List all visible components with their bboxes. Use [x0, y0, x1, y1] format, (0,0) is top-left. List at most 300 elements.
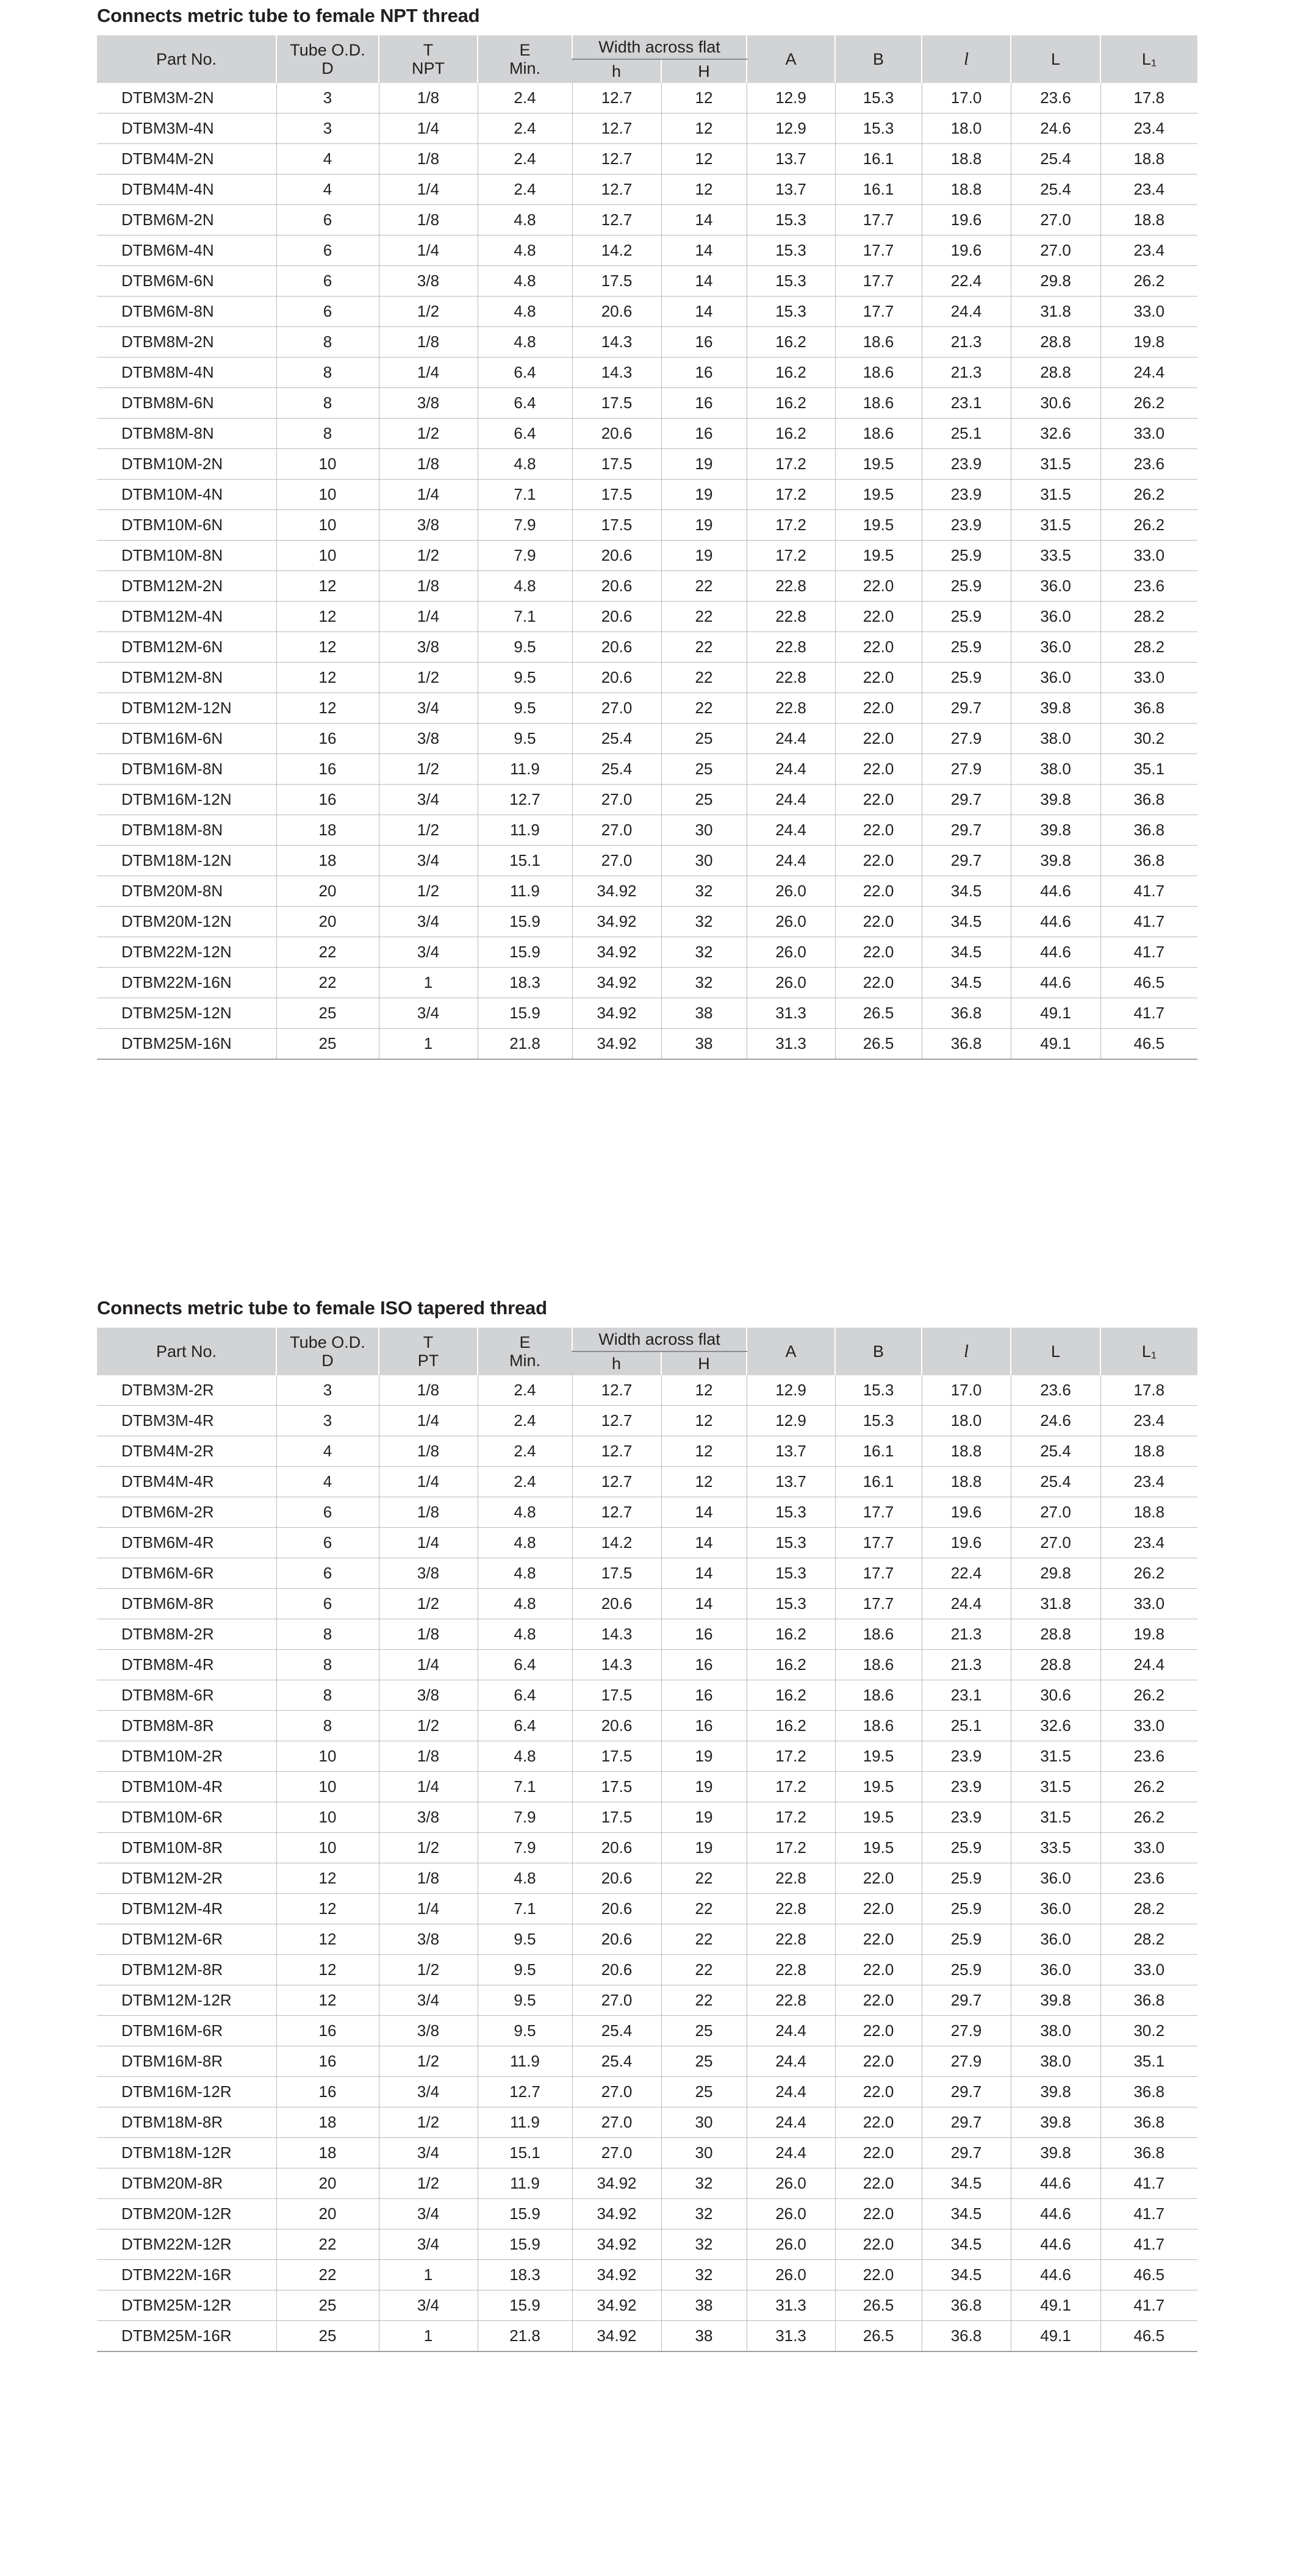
cell-b: 22.0	[835, 2016, 922, 2046]
cell-part-no: DTBM12M-2N	[97, 571, 276, 602]
cell-h-small: 20.6	[572, 571, 661, 602]
cell-l-big: 44.6	[1011, 2199, 1100, 2229]
cell-b: 22.0	[835, 1955, 922, 1985]
table-row	[97, 2290, 1197, 2321]
cell-part-no: DTBM10M-6R	[97, 1802, 276, 1833]
cell-l-big: 28.8	[1011, 1619, 1100, 1650]
cell-part-no: DTBM18M-12N	[97, 846, 276, 876]
cell-a: 31.3	[747, 998, 835, 1029]
cell-l-small: 34.5	[922, 2168, 1011, 2199]
cell-part-no: DTBM22M-16R	[97, 2260, 276, 2290]
table-row	[97, 1772, 1197, 1802]
cell-l-big: 24.6	[1011, 1406, 1100, 1436]
cell-l-big: 36.0	[1011, 1863, 1100, 1894]
cell-a: 22.8	[747, 1985, 835, 2016]
cell-l-big: 28.8	[1011, 358, 1100, 388]
cell-b: 16.1	[835, 1467, 922, 1497]
cell-b: 26.5	[835, 2321, 922, 2352]
table-title: Connects metric tube to female ISO tapered thread	[97, 1297, 547, 1319]
cell-e-min: 7.1	[478, 1894, 572, 1924]
cell-l1: 36.8	[1100, 846, 1197, 876]
cell-a: 12.9	[747, 83, 835, 113]
cell-h-big: 38	[661, 2290, 747, 2321]
cell-l-small: 34.5	[922, 968, 1011, 998]
cell-a: 24.4	[747, 754, 835, 785]
cell-l-big: 39.8	[1011, 846, 1100, 876]
cell-a: 31.3	[747, 2321, 835, 2352]
cell-tube-od: 22	[276, 2260, 379, 2290]
cell-h-big: 25	[661, 724, 747, 754]
cell-b: 22.0	[835, 1985, 922, 2016]
cell-a: 26.0	[747, 2229, 835, 2260]
cell-thread: 1/2	[379, 1955, 478, 1985]
cell-b: 18.6	[835, 1680, 922, 1711]
cell-l1: 23.6	[1100, 449, 1197, 480]
cell-b: 19.5	[835, 1741, 922, 1772]
cell-e-min: 7.1	[478, 1772, 572, 1802]
cell-l1: 28.2	[1100, 602, 1197, 632]
cell-b: 19.5	[835, 480, 922, 510]
cell-h-small: 17.5	[572, 388, 661, 419]
header-l1: L₁	[1100, 1328, 1197, 1375]
table-row	[97, 1558, 1197, 1589]
table-row	[97, 1985, 1197, 2016]
cell-b: 26.5	[835, 998, 922, 1029]
cell-tube-od: 20	[276, 876, 379, 907]
header-width-across-flat: Width across flat	[572, 35, 747, 59]
cell-e-min: 11.9	[478, 754, 572, 785]
table-row	[97, 1497, 1197, 1528]
cell-h-small: 25.4	[572, 2016, 661, 2046]
cell-tube-od: 18	[276, 2107, 379, 2138]
cell-l-small: 29.7	[922, 693, 1011, 724]
cell-l-big: 44.6	[1011, 2168, 1100, 2199]
cell-thread: 1	[379, 1029, 478, 1060]
cell-thread: 1/4	[379, 1406, 478, 1436]
npt-spec-table	[97, 35, 1197, 1060]
table-row	[97, 2321, 1197, 2352]
cell-part-no: DTBM22M-16N	[97, 968, 276, 998]
cell-e-min: 7.1	[478, 602, 572, 632]
cell-h-big: 30	[661, 2138, 747, 2168]
cell-tube-od: 4	[276, 144, 379, 174]
cell-h-small: 12.7	[572, 1497, 661, 1528]
header-l-small	[922, 1328, 1011, 1375]
cell-h-big: 16	[661, 327, 747, 358]
cell-b: 16.1	[835, 144, 922, 174]
cell-thread: 3/4	[379, 846, 478, 876]
cell-a: 17.2	[747, 449, 835, 480]
cell-b: 19.5	[835, 510, 922, 541]
header-part-no: Part No.	[97, 1328, 276, 1375]
cell-e-min: 15.1	[478, 846, 572, 876]
cell-h-small: 14.3	[572, 1650, 661, 1680]
cell-b: 19.5	[835, 1833, 922, 1863]
cell-h-big: 25	[661, 2077, 747, 2107]
cell-tube-od: 10	[276, 1802, 379, 1833]
table-row	[97, 1894, 1197, 1924]
cell-l-big: 49.1	[1011, 2290, 1100, 2321]
cell-e-min: 4.8	[478, 1619, 572, 1650]
cell-l-small: 34.5	[922, 937, 1011, 968]
cell-h-small: 34.92	[572, 968, 661, 998]
cell-l-big: 33.5	[1011, 1833, 1100, 1863]
cell-e-min: 11.9	[478, 2168, 572, 2199]
cell-a: 17.2	[747, 1772, 835, 1802]
cell-part-no: DTBM12M-12N	[97, 693, 276, 724]
cell-a: 17.2	[747, 1833, 835, 1863]
cell-l-big: 38.0	[1011, 2046, 1100, 2077]
cell-tube-od: 6	[276, 297, 379, 327]
cell-l-big: 39.8	[1011, 2138, 1100, 2168]
table-row	[97, 754, 1197, 785]
cell-tube-od: 8	[276, 327, 379, 358]
cell-part-no: DTBM10M-8N	[97, 541, 276, 571]
cell-l1: 35.1	[1100, 2046, 1197, 2077]
cell-h-big: 16	[661, 1619, 747, 1650]
table-row	[97, 1955, 1197, 1985]
cell-l-small: 29.7	[922, 815, 1011, 846]
table-row	[97, 1802, 1197, 1833]
cell-h-big: 16	[661, 358, 747, 388]
table-row	[97, 480, 1197, 510]
cell-tube-od: 22	[276, 968, 379, 998]
cell-l-small: 36.8	[922, 998, 1011, 1029]
cell-h-big: 32	[661, 2229, 747, 2260]
cell-l1: 41.7	[1100, 2229, 1197, 2260]
cell-thread: 1/8	[379, 1375, 478, 1406]
cell-e-min: 15.9	[478, 937, 572, 968]
cell-l-small: 19.6	[922, 236, 1011, 266]
cell-e-min: 9.5	[478, 1955, 572, 1985]
cell-e-min: 2.4	[478, 1406, 572, 1436]
cell-a: 16.2	[747, 358, 835, 388]
cell-tube-od: 6	[276, 1589, 379, 1619]
cell-l1: 33.0	[1100, 419, 1197, 449]
cell-e-min: 4.8	[478, 1558, 572, 1589]
cell-a: 24.4	[747, 2016, 835, 2046]
cell-l-big: 27.0	[1011, 236, 1100, 266]
cell-l-big: 32.6	[1011, 419, 1100, 449]
cell-a: 15.3	[747, 1528, 835, 1558]
cell-l-small: 18.8	[922, 1436, 1011, 1467]
cell-h-big: 30	[661, 2107, 747, 2138]
header-b: B	[835, 1328, 922, 1375]
header-l-small-label: l	[963, 1342, 969, 1361]
cell-l-small: 24.4	[922, 297, 1011, 327]
cell-l1: 26.2	[1100, 1558, 1197, 1589]
cell-l1: 23.6	[1100, 571, 1197, 602]
cell-b: 17.7	[835, 205, 922, 236]
cell-thread: 3/8	[379, 1924, 478, 1955]
cell-l-big: 36.0	[1011, 571, 1100, 602]
cell-part-no: DTBM10M-4N	[97, 480, 276, 510]
cell-tube-od: 25	[276, 1029, 379, 1060]
cell-l1: 23.6	[1100, 1741, 1197, 1772]
cell-thread: 1	[379, 968, 478, 998]
cell-h-small: 20.6	[572, 663, 661, 693]
cell-thread: 1/2	[379, 2046, 478, 2077]
cell-a: 13.7	[747, 1467, 835, 1497]
cell-e-min: 4.8	[478, 327, 572, 358]
cell-l1: 41.7	[1100, 937, 1197, 968]
table-header	[97, 1328, 1197, 1375]
cell-l-big: 27.0	[1011, 205, 1100, 236]
cell-a: 26.0	[747, 968, 835, 998]
cell-tube-od: 10	[276, 1772, 379, 1802]
cell-thread: 3/4	[379, 2077, 478, 2107]
cell-thread: 3/4	[379, 998, 478, 1029]
cell-e-min: 15.1	[478, 2138, 572, 2168]
cell-l1: 18.8	[1100, 144, 1197, 174]
cell-l1: 41.7	[1100, 2199, 1197, 2229]
cell-b: 22.0	[835, 571, 922, 602]
cell-tube-od: 12	[276, 663, 379, 693]
cell-h-small: 20.6	[572, 602, 661, 632]
cell-h-small: 17.5	[572, 449, 661, 480]
cell-part-no: DTBM25M-16R	[97, 2321, 276, 2352]
cell-a: 22.8	[747, 602, 835, 632]
cell-l1: 23.4	[1100, 1406, 1197, 1436]
cell-h-big: 22	[661, 1985, 747, 2016]
cell-h-big: 22	[661, 1894, 747, 1924]
cell-l1: 36.8	[1100, 785, 1197, 815]
cell-l-small: 23.9	[922, 480, 1011, 510]
cell-h-small: 27.0	[572, 815, 661, 846]
cell-e-min: 15.9	[478, 907, 572, 937]
cell-a: 24.4	[747, 785, 835, 815]
header-l1: L₁	[1100, 35, 1197, 83]
cell-tube-od: 25	[276, 998, 379, 1029]
table-row	[97, 1680, 1197, 1711]
cell-h-small: 14.2	[572, 1528, 661, 1558]
cell-l-small: 18.0	[922, 1406, 1011, 1436]
cell-l-big: 31.8	[1011, 1589, 1100, 1619]
cell-b: 22.0	[835, 663, 922, 693]
cell-l1: 19.8	[1100, 1619, 1197, 1650]
cell-h-small: 14.2	[572, 236, 661, 266]
cell-b: 17.7	[835, 1497, 922, 1528]
cell-l-small: 27.9	[922, 2046, 1011, 2077]
cell-h-small: 12.7	[572, 1467, 661, 1497]
cell-h-big: 14	[661, 1528, 747, 1558]
cell-thread: 1/2	[379, 2168, 478, 2199]
cell-part-no: DTBM6M-4R	[97, 1528, 276, 1558]
table-row	[97, 1406, 1197, 1436]
cell-l1: 26.2	[1100, 1680, 1197, 1711]
cell-e-min: 9.5	[478, 632, 572, 663]
cell-tube-od: 20	[276, 2199, 379, 2229]
cell-b: 22.0	[835, 2229, 922, 2260]
cell-l-big: 31.5	[1011, 480, 1100, 510]
cell-h-big: 16	[661, 388, 747, 419]
cell-l-big: 38.0	[1011, 754, 1100, 785]
cell-e-min: 4.8	[478, 205, 572, 236]
cell-a: 26.0	[747, 876, 835, 907]
table-row	[97, 449, 1197, 480]
cell-l-big: 36.0	[1011, 1894, 1100, 1924]
cell-l1: 26.2	[1100, 1802, 1197, 1833]
iso-table-section	[97, 1292, 1197, 2352]
cell-l-big: 49.1	[1011, 1029, 1100, 1060]
cell-l1: 36.8	[1100, 2107, 1197, 2138]
cell-thread: 1/8	[379, 1741, 478, 1772]
cell-e-min: 18.3	[478, 2260, 572, 2290]
cell-thread: 3/4	[379, 693, 478, 724]
cell-l-big: 38.0	[1011, 724, 1100, 754]
cell-h-big: 22	[661, 1863, 747, 1894]
cell-h-big: 19	[661, 480, 747, 510]
table-row	[97, 1741, 1197, 1772]
cell-h-big: 25	[661, 785, 747, 815]
cell-b: 22.0	[835, 1863, 922, 1894]
cell-l-big: 44.6	[1011, 2229, 1100, 2260]
cell-l-big: 36.0	[1011, 632, 1100, 663]
cell-a: 26.0	[747, 937, 835, 968]
cell-h-big: 22	[661, 1955, 747, 1985]
table-row	[97, 571, 1197, 602]
cell-l1: 18.8	[1100, 205, 1197, 236]
cell-tube-od: 25	[276, 2290, 379, 2321]
cell-b: 17.7	[835, 236, 922, 266]
cell-part-no: DTBM12M-8N	[97, 663, 276, 693]
cell-part-no: DTBM8M-4R	[97, 1650, 276, 1680]
cell-a: 17.2	[747, 1741, 835, 1772]
cell-e-min: 4.8	[478, 449, 572, 480]
cell-l1: 23.6	[1100, 1863, 1197, 1894]
header-l-small	[922, 35, 1011, 83]
cell-b: 19.5	[835, 1772, 922, 1802]
cell-e-min: 6.4	[478, 388, 572, 419]
table-row	[97, 1619, 1197, 1650]
cell-thread: 1/8	[379, 449, 478, 480]
cell-l-small: 25.9	[922, 1924, 1011, 1955]
cell-l-small: 34.5	[922, 2260, 1011, 2290]
cell-part-no: DTBM4M-2R	[97, 1436, 276, 1467]
header-e-label: E	[519, 41, 531, 59]
cell-tube-od: 12	[276, 571, 379, 602]
cell-a: 17.2	[747, 480, 835, 510]
table-row	[97, 1833, 1197, 1863]
header-h-small: h	[572, 59, 661, 83]
cell-a: 22.8	[747, 1894, 835, 1924]
cell-l-big: 27.0	[1011, 1497, 1100, 1528]
cell-h-small: 17.5	[572, 510, 661, 541]
cell-h-big: 25	[661, 2016, 747, 2046]
cell-b: 17.7	[835, 297, 922, 327]
cell-b: 22.0	[835, 785, 922, 815]
cell-l1: 46.5	[1100, 1029, 1197, 1060]
table-row	[97, 2077, 1197, 2107]
cell-h-big: 14	[661, 1589, 747, 1619]
cell-part-no: DTBM25M-16N	[97, 1029, 276, 1060]
cell-thread: 3/8	[379, 2016, 478, 2046]
cell-b: 22.0	[835, 1894, 922, 1924]
cell-h-big: 38	[661, 2321, 747, 2352]
cell-thread: 1/8	[379, 327, 478, 358]
cell-a: 31.3	[747, 2290, 835, 2321]
cell-a: 16.2	[747, 388, 835, 419]
cell-a: 15.3	[747, 297, 835, 327]
cell-l-small: 18.8	[922, 1467, 1011, 1497]
cell-a: 26.0	[747, 2199, 835, 2229]
cell-a: 22.8	[747, 1955, 835, 1985]
cell-l1: 36.8	[1100, 1985, 1197, 2016]
cell-thread: 1/2	[379, 419, 478, 449]
cell-tube-od: 16	[276, 724, 379, 754]
cell-h-big: 16	[661, 1650, 747, 1680]
cell-b: 16.1	[835, 174, 922, 205]
cell-e-min: 2.4	[478, 1436, 572, 1467]
cell-thread: 3/4	[379, 1985, 478, 2016]
table-row	[97, 907, 1197, 937]
cell-l-small: 27.9	[922, 2016, 1011, 2046]
table-row	[97, 419, 1197, 449]
table-row	[97, 297, 1197, 327]
cell-tube-od: 8	[276, 358, 379, 388]
cell-thread: 1	[379, 2321, 478, 2352]
cell-part-no: DTBM22M-12N	[97, 937, 276, 968]
cell-l-big: 44.6	[1011, 2260, 1100, 2290]
cell-thread: 1/2	[379, 876, 478, 907]
cell-tube-od: 10	[276, 449, 379, 480]
cell-part-no: DTBM16M-6R	[97, 2016, 276, 2046]
table-row	[97, 876, 1197, 907]
header-part-no: Part No.	[97, 35, 276, 83]
cell-a: 17.2	[747, 510, 835, 541]
table-row	[97, 388, 1197, 419]
cell-a: 15.3	[747, 205, 835, 236]
cell-l-big: 31.8	[1011, 297, 1100, 327]
cell-thread: 1/2	[379, 2107, 478, 2138]
cell-e-min: 9.5	[478, 663, 572, 693]
cell-part-no: DTBM8M-2N	[97, 327, 276, 358]
cell-l-small: 34.5	[922, 907, 1011, 937]
cell-tube-od: 8	[276, 1680, 379, 1711]
cell-part-no: DTBM3M-4R	[97, 1406, 276, 1436]
cell-l-big: 25.4	[1011, 174, 1100, 205]
cell-tube-od: 6	[276, 1497, 379, 1528]
cell-h-small: 12.7	[572, 1406, 661, 1436]
cell-h-small: 17.5	[572, 266, 661, 297]
cell-tube-od: 12	[276, 1985, 379, 2016]
cell-b: 18.6	[835, 1711, 922, 1741]
cell-l-big: 44.6	[1011, 937, 1100, 968]
cell-l-big: 27.0	[1011, 1528, 1100, 1558]
cell-tube-od: 8	[276, 1711, 379, 1741]
cell-part-no: DTBM8M-8R	[97, 1711, 276, 1741]
cell-b: 19.5	[835, 541, 922, 571]
cell-h-big: 12	[661, 1375, 747, 1406]
cell-l1: 18.8	[1100, 1436, 1197, 1467]
table-row	[97, 937, 1197, 968]
cell-thread: 1/8	[379, 571, 478, 602]
cell-thread: 1/4	[379, 1467, 478, 1497]
cell-h-big: 14	[661, 1558, 747, 1589]
cell-h-small: 34.92	[572, 2199, 661, 2229]
cell-h-big: 25	[661, 2046, 747, 2077]
cell-thread: 1	[379, 2260, 478, 2290]
cell-a: 12.9	[747, 113, 835, 144]
cell-b: 18.6	[835, 358, 922, 388]
cell-l1: 36.8	[1100, 815, 1197, 846]
table-row	[97, 1863, 1197, 1894]
cell-h-big: 12	[661, 1406, 747, 1436]
cell-l-big: 39.8	[1011, 693, 1100, 724]
cell-e-min: 9.5	[478, 724, 572, 754]
cell-thread: 1/4	[379, 113, 478, 144]
cell-e-min: 4.8	[478, 266, 572, 297]
